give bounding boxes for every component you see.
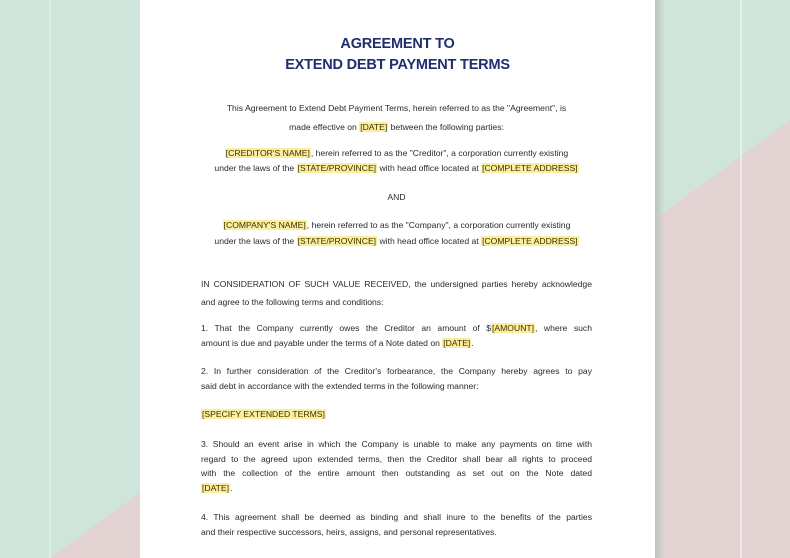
- document-text-line: [201, 365, 592, 377]
- document-text-line: [201, 102, 592, 114]
- document-title-line-2: EXTEND DEBT PAYMENT TERMS: [285, 57, 510, 73]
- text-segment: with head office located at: [377, 163, 482, 173]
- text-segment: between the following parties:: [388, 122, 504, 132]
- document-text-line: [201, 147, 592, 159]
- text-segment: 4. This agreement shall be deemed as binding and shall inure to the benefits of the parties: [201, 512, 592, 522]
- text-segment: , herein referred to as the "Creditor", a corporation currently existing: [310, 148, 569, 158]
- document-title-line-1: AGREEMENT TO: [340, 36, 455, 52]
- text-segment: with the collection of the entire amount then outstanding as set out on the Note dated: [201, 468, 592, 478]
- document-text-line: [201, 453, 592, 465]
- placeholder-field: [STATE/PROVINCE]: [297, 236, 377, 246]
- document-text-line: [201, 235, 592, 247]
- document-text-line: [201, 162, 592, 174]
- document-text-line: [201, 467, 592, 479]
- document-text-line: [201, 322, 592, 334]
- placeholder-field: [COMPLETE ADDRESS]: [482, 236, 578, 246]
- placeholder-field: [STATE/PROVINCE]: [297, 163, 377, 173]
- placeholder-field: [CREDITOR'S NAME]: [225, 148, 310, 158]
- text-segment: 1. That the Company currently owes the Creditor an amount of $: [201, 323, 492, 333]
- document-page: [140, 0, 655, 558]
- text-segment: .: [471, 338, 474, 348]
- text-segment: made effective on: [289, 122, 360, 132]
- text-segment: amount is due and payable under the terms of a Note dated on: [201, 338, 443, 348]
- document-text-line: [201, 296, 592, 308]
- placeholder-field: [COMPLETE ADDRESS]: [482, 163, 578, 173]
- text-segment: .: [230, 483, 233, 493]
- document-text-line: [201, 121, 592, 133]
- text-segment: said debt in accordance with the extended terms in the following manner:: [201, 381, 479, 391]
- text-segment: , where such: [535, 323, 592, 333]
- placeholder-field: [SPECIFY EXTENDED TERMS]: [202, 409, 325, 419]
- text-segment: and agree to the following terms and conditions:: [201, 297, 384, 307]
- placeholder-field: [COMPANY'S NAME]: [223, 220, 306, 230]
- document-text-line: [201, 278, 592, 290]
- document-text-line: [201, 191, 592, 203]
- text-segment: under the laws of the: [214, 163, 297, 173]
- text-segment: with head office located at: [377, 236, 482, 246]
- placeholder-field: [AMOUNT]: [492, 323, 535, 333]
- text-segment: This Agreement to Extend Debt Payment Terms, herein referred to as the "Agreement", is: [226, 103, 567, 113]
- text-segment: regard to the agreed upon extended terms, then the Creditor shall bear all rights to proceed: [201, 454, 592, 464]
- text-segment: AND: [387, 192, 406, 202]
- text-segment: 3. Should an event arise in which the Company is unable to make any payments on time with: [201, 439, 592, 449]
- placeholder-field: [DATE]: [443, 338, 471, 348]
- document-text-line: [201, 219, 592, 231]
- text-segment: , herein referred to as the "Company", a corporation currently existing: [306, 220, 571, 230]
- text-segment: 2. In further consideration of the Creditor's forbearance, the Company hereby agrees to pay: [201, 366, 592, 376]
- document-text-line: [201, 408, 592, 420]
- placeholder-field: [DATE]: [360, 122, 388, 132]
- document-text-line: [201, 526, 592, 538]
- document-text-line: [201, 482, 592, 494]
- document-text-line: [201, 511, 592, 523]
- document-text-line: [201, 438, 592, 450]
- text-segment: IN CONSIDERATION OF SUCH VALUE RECEIVED, the undersigned parties hereby acknowledge: [201, 279, 592, 289]
- text-segment: under the laws of the: [214, 236, 297, 246]
- document-text-line: [201, 337, 592, 349]
- placeholder-field: [DATE]: [202, 483, 230, 493]
- document-text-line: [201, 380, 592, 392]
- text-segment: and their respective successors, heirs, assigns, and personal representatives.: [201, 527, 497, 537]
